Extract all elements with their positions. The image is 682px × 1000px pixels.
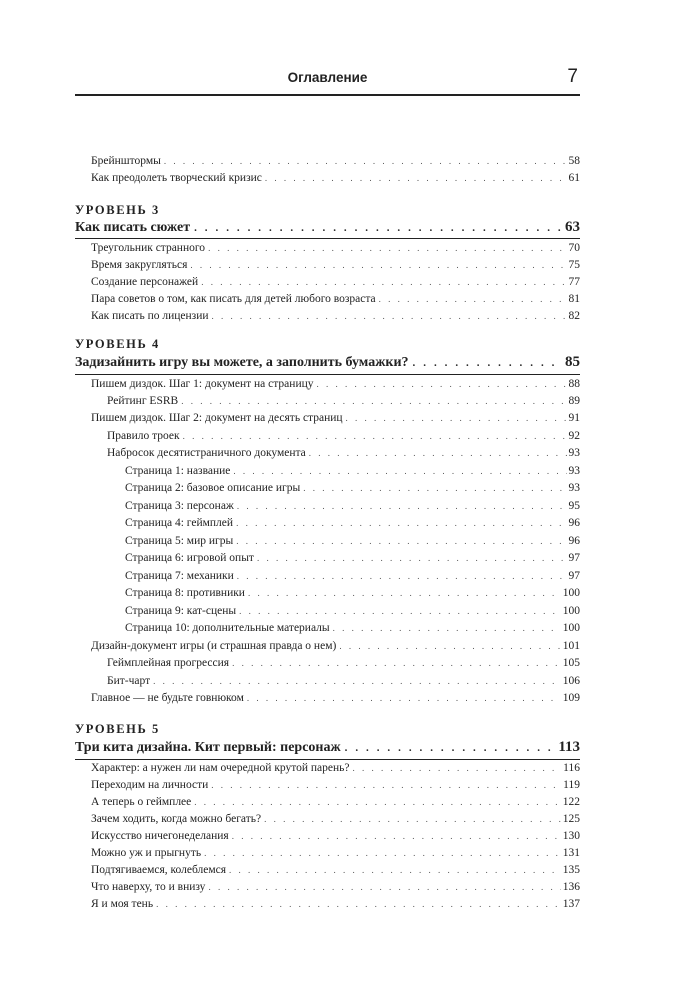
chapter-title: Как писать сюжет <box>75 220 191 235</box>
toc-entry-page: 137 <box>562 898 580 910</box>
toc-entry-title: Характер: а нужен ли нам очередной крутой парень? <box>91 762 350 774</box>
toc-entry-title: Создание персонажей <box>91 276 199 288</box>
toc-entry-page: 75 <box>568 259 580 271</box>
chapter-heading[interactable] <box>75 219 580 239</box>
toc-entry[interactable] <box>75 410 580 427</box>
dot-leader <box>194 794 560 811</box>
toc-entry-title: Главное — не будьте говнюком <box>91 692 244 704</box>
toc-entry-title: Бит-чарт <box>107 675 151 687</box>
toc-entry-title: Пара советов о том, как писать для детей любого возраста <box>91 293 376 305</box>
chapter-title: Задизайнить игру вы можете, а заполнить бумажки? <box>75 355 409 370</box>
toc-entry-title: Правило троек <box>107 430 180 442</box>
dot-leader <box>309 445 567 462</box>
toc-entry-page: 100 <box>562 587 580 599</box>
dot-leader <box>190 257 566 274</box>
dot-leader <box>257 550 567 567</box>
toc-entry-page: 131 <box>562 847 580 859</box>
dot-leader <box>153 673 561 690</box>
toc-entry-title: Треугольник странного <box>91 242 206 254</box>
toc-entry-page: 100 <box>562 605 580 617</box>
dot-leader <box>237 498 567 515</box>
dot-leader <box>303 480 566 497</box>
toc-entry-page: 92 <box>568 430 580 442</box>
toc-entry-page: 91 <box>568 412 580 424</box>
dot-leader <box>181 393 566 410</box>
toc-entry-page: 58 <box>568 155 580 167</box>
chapter-page: 113 <box>558 739 580 755</box>
toc-entry-title: Что наверху, то и внизу <box>91 881 206 893</box>
dot-leader <box>339 638 560 655</box>
chapter-page: 85 <box>565 354 580 370</box>
toc-entry[interactable] <box>75 515 580 532</box>
dot-leader <box>264 811 561 828</box>
toc-entry-page: 88 <box>568 378 580 390</box>
toc-entry-page: 125 <box>562 813 580 825</box>
toc-entry[interactable] <box>75 828 580 845</box>
toc-entry-page: 106 <box>562 675 580 687</box>
dot-leader <box>379 291 567 308</box>
toc-entry[interactable] <box>75 896 580 913</box>
toc-entry-title: Страница 4: геймплей <box>125 517 234 529</box>
toc-entry-page: 93 <box>568 465 580 477</box>
dot-leader <box>201 274 566 291</box>
chapter-rule <box>75 238 580 239</box>
toc-entry-page: 89 <box>568 395 580 407</box>
toc-entry-page: 97 <box>568 552 580 564</box>
toc-entry-title: Можно уж и прыгнуть <box>91 847 202 859</box>
toc-entry[interactable] <box>75 879 580 896</box>
toc-entry-title: Зачем ходить, когда можно бегать? <box>91 813 262 825</box>
dot-leader <box>164 153 567 170</box>
toc-entry[interactable] <box>75 393 580 410</box>
toc-entry-title: Страница 6: игровой опыт <box>125 552 254 564</box>
dot-leader <box>236 533 566 550</box>
toc-entry[interactable] <box>75 603 580 620</box>
toc-entry-title: Страница 7: механики <box>125 570 234 582</box>
toc-entry-page: 136 <box>562 881 580 893</box>
toc-entry-title: Я и моя тень <box>91 898 154 910</box>
toc-entry-title: А теперь о геймплее <box>91 796 192 808</box>
toc-entry[interactable] <box>75 585 580 602</box>
chapter-rule <box>75 374 580 375</box>
toc-entry-page: 119 <box>563 779 580 791</box>
dot-leader <box>333 620 561 637</box>
toc-entry[interactable] <box>75 690 580 707</box>
toc-entry-page: 96 <box>568 517 580 529</box>
toc-entry-title: Искусство ничегонеделания <box>91 830 229 842</box>
toc-entry-title: Страница 8: противники <box>125 587 245 599</box>
toc-entry[interactable] <box>75 620 580 637</box>
dot-leader <box>345 742 556 754</box>
toc-entry[interactable] <box>75 480 580 497</box>
toc-entry[interactable] <box>75 638 580 655</box>
toc-entry-title: Страница 10: дополнительные материалы <box>125 622 330 634</box>
toc-entry[interactable] <box>75 777 580 794</box>
toc-entry[interactable] <box>75 170 580 187</box>
toc-entry-title: Геймплейная прогрессия <box>107 657 230 669</box>
toc-entry[interactable] <box>75 811 580 828</box>
toc-entry-title: Брейнштормы <box>91 155 161 167</box>
toc-entry[interactable] <box>75 862 580 879</box>
toc-entry-page: 61 <box>568 172 580 184</box>
toc-entry-page: 93 <box>568 447 580 459</box>
level-label: УРОВЕНЬ 5 <box>75 722 160 736</box>
dot-leader <box>346 410 567 427</box>
toc-entry-page: 105 <box>562 657 580 669</box>
toc-entry-page: 96 <box>568 535 580 547</box>
dot-leader <box>156 896 561 913</box>
dot-leader <box>208 879 560 896</box>
level-label: УРОВЕНЬ 3 <box>75 203 160 217</box>
toc-entry-title: Переходим на личности <box>91 779 209 791</box>
toc-entry-page: 97 <box>568 570 580 582</box>
dot-leader <box>194 222 562 234</box>
toc-entry[interactable] <box>75 308 580 325</box>
toc-entry[interactable] <box>75 550 580 567</box>
toc-entry-title: Рейтинг ESRB <box>107 395 179 407</box>
toc-entry-page: 135 <box>562 864 580 876</box>
toc-entry[interactable] <box>75 428 580 445</box>
toc-entry[interactable] <box>75 445 580 462</box>
dot-leader <box>232 655 561 672</box>
toc-entry-page: 81 <box>568 293 580 305</box>
dot-leader <box>317 376 567 393</box>
dot-leader <box>247 690 561 707</box>
dot-leader <box>211 777 561 794</box>
toc-entry-page: 100 <box>562 622 580 634</box>
toc-entry[interactable] <box>75 845 580 862</box>
toc-entry-title: Страница 9: кат-сцены <box>125 605 237 617</box>
level-label: УРОВЕНЬ 4 <box>75 337 160 351</box>
toc-entry[interactable] <box>75 794 580 811</box>
toc-entry-title: Страница 2: базовое описание игры <box>125 482 301 494</box>
chapter-heading[interactable] <box>75 739 580 759</box>
toc-entry[interactable] <box>75 760 580 777</box>
chapter-page: 63 <box>565 219 580 235</box>
toc-entry-title: Как писать по лицензии <box>91 310 209 322</box>
toc-entry-title: Подтягиваемся, колеблемся <box>91 864 227 876</box>
toc-entry-page: 116 <box>563 762 580 774</box>
toc-entry-title: Как преодолеть творческий кризис <box>91 172 262 184</box>
toc-entry[interactable] <box>75 498 580 515</box>
page-title: Оглавление <box>287 70 368 85</box>
toc-entry[interactable] <box>75 655 580 672</box>
dot-leader <box>204 845 561 862</box>
dot-leader <box>265 170 567 187</box>
toc-entry[interactable] <box>75 568 580 585</box>
toc-entry-title: Пишем диздок. Шаг 1: документ на страницу <box>91 378 314 390</box>
toc-entry-page: 122 <box>562 796 580 808</box>
toc-entry-page: 82 <box>568 310 580 322</box>
dot-leader <box>233 463 566 480</box>
toc-entry[interactable] <box>75 291 580 308</box>
toc-entry-page: 77 <box>568 276 580 288</box>
toc-entry-title: Страница 5: мир игры <box>125 535 234 547</box>
toc-entry[interactable] <box>75 463 580 480</box>
dot-leader <box>212 308 567 325</box>
dot-leader <box>239 603 561 620</box>
chapter-title: Три кита дизайна. Кит первый: персонаж <box>75 740 341 755</box>
dot-leader <box>236 515 566 532</box>
dot-leader <box>248 585 561 602</box>
toc-entry-page: 101 <box>562 640 580 652</box>
chapter-heading[interactable] <box>75 354 580 374</box>
toc-entry-page: 70 <box>568 242 580 254</box>
dot-leader <box>229 862 561 879</box>
toc-entry-page: 93 <box>568 482 580 494</box>
dot-leader <box>413 357 562 369</box>
dot-leader <box>237 568 567 585</box>
toc-entry-title: Пишем диздок. Шаг 2: документ на десять страниц <box>91 412 343 424</box>
toc-entry[interactable] <box>75 673 580 690</box>
toc-entry-title: Страница 3: персонаж <box>125 500 234 512</box>
toc-entry-page: 130 <box>562 830 580 842</box>
toc-entry[interactable] <box>75 153 580 170</box>
toc-entry-title: Набросок десятистраничного документа <box>107 447 306 459</box>
toc-entry[interactable] <box>75 274 580 291</box>
toc-entry-title: Дизайн-документ игры (и страшная правда о нем) <box>91 640 337 652</box>
toc-entry-page: 95 <box>568 500 580 512</box>
dot-leader <box>232 828 561 845</box>
dot-leader <box>208 240 566 257</box>
dot-leader <box>183 428 567 445</box>
dot-leader <box>353 760 562 777</box>
page-number: 7 <box>567 66 578 87</box>
toc-entry[interactable] <box>75 376 580 393</box>
toc-entry[interactable] <box>75 240 580 257</box>
toc-entry[interactable] <box>75 533 580 550</box>
toc-entry-title: Страница 1: название <box>125 465 231 477</box>
toc-entry-page: 109 <box>562 692 580 704</box>
toc-entry[interactable] <box>75 257 580 274</box>
running-header <box>75 66 580 96</box>
toc-entry-title: Время закругляться <box>91 259 188 271</box>
